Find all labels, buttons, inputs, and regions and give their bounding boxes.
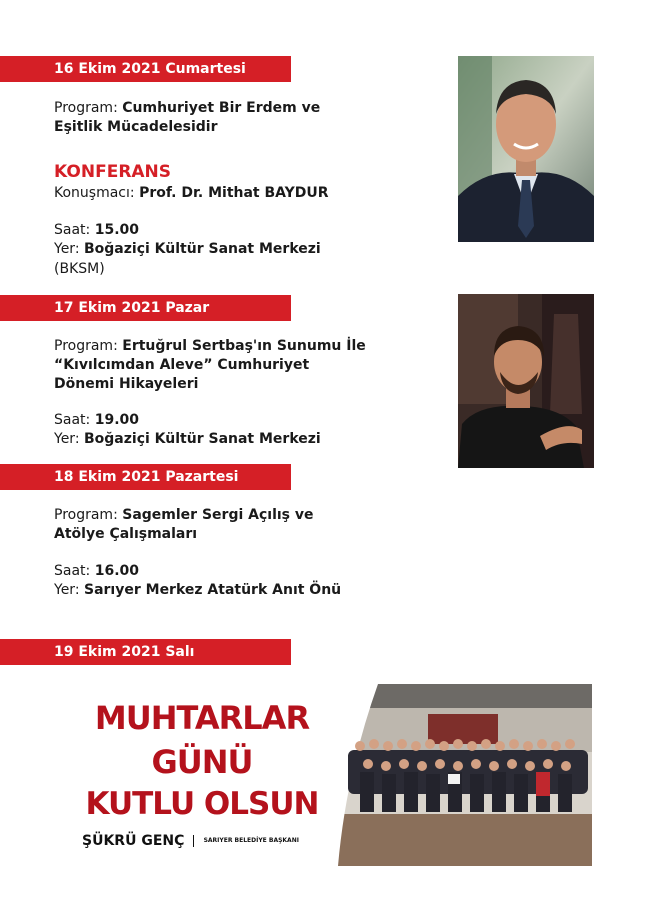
poster-title-line3: KUTLU OLSUN — [85, 786, 319, 822]
poster-title-line2: GÜNÜ — [151, 743, 253, 781]
place-line: Yer: Boğaziçi Kültür Sanat Merkezi — [54, 241, 321, 257]
signature-name: ŞÜKRÜ GENÇ — [82, 833, 185, 849]
time-line: Saat: 19.00 — [54, 412, 140, 428]
program-line: “Kıvılcımdan Aleve” Cumhuriyet — [54, 357, 310, 373]
place-line-2: (BKSM) — [54, 261, 105, 277]
poster-signature — [82, 830, 342, 849]
signature-title: SARIYER BELEDİYE BAŞKANI — [203, 837, 299, 844]
program-line: Program: Cumhuriyet Bir Erdem ve — [54, 100, 321, 116]
program-line: Atölye Çalışmaları — [54, 526, 198, 542]
group-photo — [338, 684, 592, 866]
presenter-photo — [458, 294, 594, 468]
date-banner-2: 17 Ekim 2021 Pazar — [0, 295, 291, 321]
time-line: Saat: 15.00 — [54, 222, 140, 238]
poster-title-line1: MUHTARLAR — [94, 699, 310, 737]
date-banner-1: 16 Ekim 2021 Cumartesi — [0, 56, 291, 82]
event-type: KONFERANS — [54, 162, 172, 182]
place-line: Yer: Sarıyer Merkez Atatürk Anıt Önü — [54, 582, 342, 598]
date-banner-4: 19 Ekim 2021 Salı — [0, 639, 291, 665]
speaker-line: Konuşmacı: Prof. Dr. Mithat BAYDUR — [54, 185, 329, 201]
time-line: Saat: 16.00 — [54, 563, 140, 579]
speaker-photo — [458, 56, 594, 242]
program-line: Dönemi Hikayeleri — [54, 376, 199, 392]
date-banner-3: 18 Ekim 2021 Pazartesi — [0, 464, 291, 490]
signature-divider — [193, 835, 194, 847]
program-line: Program: Ertuğrul Sertbaş'ın Sunumu İle — [54, 338, 366, 354]
program-line: Eşitlik Mücadelesidir — [54, 119, 218, 135]
program-line: Program: Sagemler Sergi Açılış ve — [54, 507, 314, 523]
place-line: Yer: Boğaziçi Kültür Sanat Merkezi — [54, 431, 321, 447]
